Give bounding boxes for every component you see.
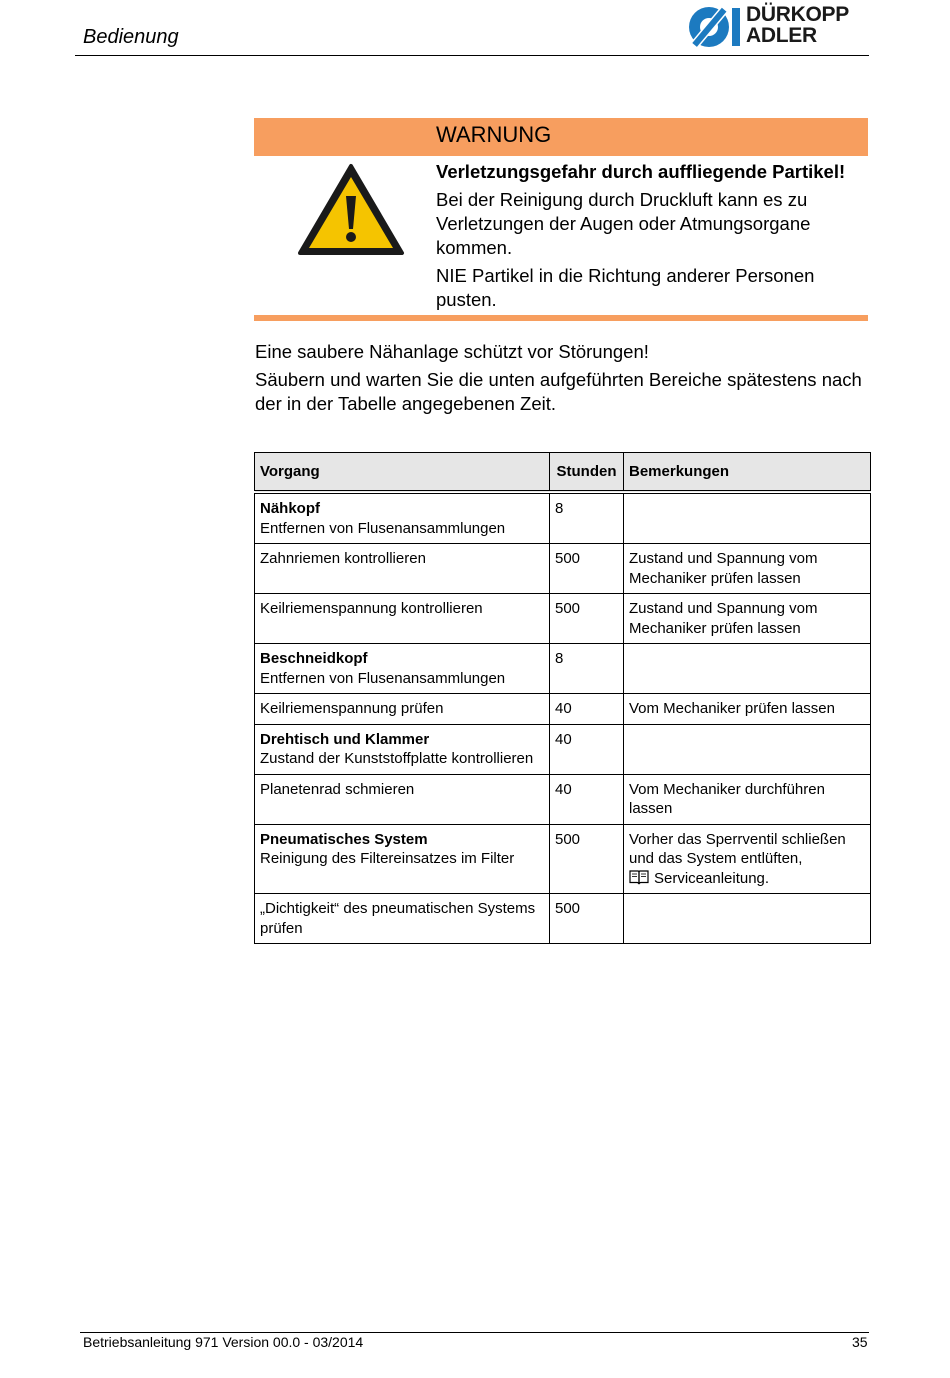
intro-line-2: Säubern und warten Sie die unten aufgeführten Bereiche spätestens nach der in der Tabelle angegebenen Zeit. xyxy=(255,369,862,414)
task-cell xyxy=(255,544,550,594)
warning-triangle-icon xyxy=(297,163,405,256)
warning-heading: Verletzungsgefahr durch auffliegende Partikel! xyxy=(436,161,846,182)
intro-line-1: Eine saubere Nähanlage schützt vor Störungen! xyxy=(255,341,649,362)
task-text: Zustand der Kunststoffplatte kontrollieren xyxy=(260,750,534,767)
table-row xyxy=(255,594,871,644)
hours-cell: 500 xyxy=(550,544,624,594)
footer-document-info: Betriebsanleitung 971 Version 00.0 - 03/2014 xyxy=(83,1334,364,1350)
logo-line-2: ADLER xyxy=(746,24,817,47)
remark-cell: Zustand und Spannung vom Mechaniker prüfen lassen xyxy=(624,594,871,644)
warning-banner xyxy=(254,118,868,156)
task-text: Zahnriemen kontrollieren xyxy=(260,550,426,567)
table-row xyxy=(255,694,871,725)
service-manual-label: Serviceanleitung. xyxy=(654,869,770,887)
table-row xyxy=(255,724,871,774)
table-row xyxy=(255,644,871,694)
remark-cell xyxy=(624,644,871,694)
page-section-title: Bedienung xyxy=(83,26,179,48)
remark-cell xyxy=(624,824,871,894)
hours-cell: 500 xyxy=(550,824,624,894)
column-header-vorgang: Vorgang xyxy=(255,453,550,493)
warning-title: WARNUNG xyxy=(436,122,552,147)
durkopp-adler-logo xyxy=(686,4,872,50)
table-row xyxy=(255,544,871,594)
task-text: Reinigung des Filtereinsatzes im Filter xyxy=(260,850,515,867)
table-row xyxy=(255,894,871,944)
task-group: Beschneidkopf xyxy=(260,650,368,667)
task-cell xyxy=(255,694,550,725)
durkopp-adler-logo-icon xyxy=(686,4,742,50)
hours-cell: 40 xyxy=(550,774,624,824)
task-text: Entfernen von Flusenansammlungen xyxy=(260,519,506,537)
task-cell xyxy=(255,492,550,544)
remark-cell xyxy=(624,492,871,544)
table-header-row xyxy=(255,453,871,493)
hours-cell: 500 xyxy=(550,894,624,944)
column-header-bemerkungen: Bemerkungen xyxy=(624,453,871,493)
hours-cell: 8 xyxy=(550,492,624,544)
task-cell xyxy=(255,724,550,774)
remark-cell: Zustand und Spannung vom Mechaniker prüfen lassen xyxy=(624,544,871,594)
remark-cell xyxy=(624,724,871,774)
task-text: Keilriemenspannung prüfen xyxy=(260,700,444,717)
warning-body xyxy=(436,160,866,316)
task-text: Planetenrad schmieren xyxy=(260,780,415,798)
hours-cell: 40 xyxy=(550,724,624,774)
page-number: 35 xyxy=(852,1334,868,1350)
hours-cell: 40 xyxy=(550,694,624,725)
warning-bottom-rule xyxy=(254,315,868,321)
intro-text xyxy=(255,340,870,420)
task-text: Keilriemenspannung kontrollieren xyxy=(260,600,483,617)
maintenance-table xyxy=(254,452,871,944)
task-group: Drehtisch und Klammer xyxy=(260,730,430,748)
task-cell xyxy=(255,894,550,944)
hours-cell: 500 xyxy=(550,594,624,644)
warning-text-2: NIE Partikel in die Richtung anderer Personen pusten. xyxy=(436,265,815,310)
table-row xyxy=(255,824,871,894)
service-manual-reference xyxy=(629,869,865,889)
remark-text: Vorher das Sperrventil schließen und das System entlüften, xyxy=(629,830,846,867)
header-rule xyxy=(75,55,869,56)
task-text: „Dichtigkeit“ des pneumatischen Systems prüfen xyxy=(260,900,536,937)
footer-rule xyxy=(80,1332,869,1333)
task-text: Entfernen von Flusenansammlungen xyxy=(260,669,506,687)
task-cell xyxy=(255,774,550,824)
logo-line-1: DÜRKOPP xyxy=(746,3,849,26)
task-cell xyxy=(255,824,550,894)
table-row xyxy=(255,492,871,544)
task-group: Pneumatisches System xyxy=(260,830,428,848)
task-cell xyxy=(255,644,550,694)
task-group: Nähkopf xyxy=(260,500,320,517)
column-header-stunden: Stunden xyxy=(550,453,624,493)
remark-cell xyxy=(624,894,871,944)
table-row xyxy=(255,774,871,824)
hours-cell: 8 xyxy=(550,644,624,694)
task-cell xyxy=(255,594,550,644)
remark-cell: Vom Mechaniker prüfen lassen xyxy=(624,694,871,725)
book-icon xyxy=(629,869,649,885)
remark-cell: Vom Mechaniker durchführen lassen xyxy=(624,774,871,824)
warning-text-1: Bei der Reinigung durch Druckluft kann es zu Verletzungen der Augen oder Atmungsorgane kommen. xyxy=(436,189,811,258)
